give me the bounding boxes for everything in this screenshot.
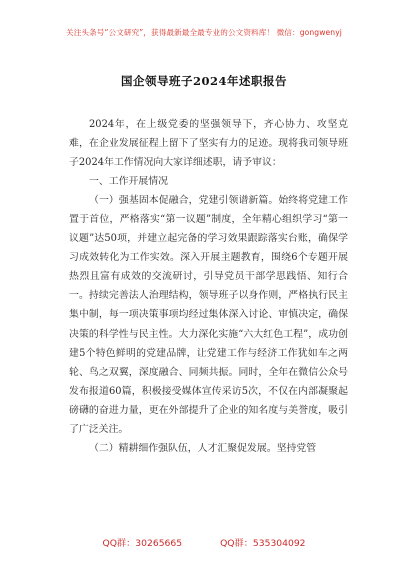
intro-paragraph: 2024年，在上级党委的坚强领导下，齐心协力、攻坚克难，在企业发展征程上留下了坚实有力的足迹。现将我司领导班子2024年工作情况向大家详细述职，请予审议： — [69, 119, 348, 169]
document-body — [69, 115, 348, 458]
section-heading: 一、工作开展情况 — [89, 176, 169, 188]
qq-group-2: QQ群：535304092 — [220, 538, 306, 549]
footer-contacts — [0, 535, 408, 549]
qq-group-1: QQ群：30265665 — [102, 538, 183, 549]
section-paragraph: （一）强基固本促融合，党建引领谱新篇。始终将党建工作置于首位，严格落实“第一议题”制度，全年精心组织学习“第一议题”达50项，并建立起完备的学习效果跟踪落实台账，确保学习成效转化为工作实效。深入开展主题教育，围绕6个专题开展热烈且富有成效的交流研讨，引导党员干部学思践悟、知行合一。持续完善法人治理结构，领导班子以身作则，严格执行民主集中制，每一项决策事项均经过集体深入讨论、审慎决定，确保决策的科学性与民主性。大力深化实施“六大红色工程”，成功创建5个特色鲜明的党建品牌，让党建工作与经济工作犹如车之两轮、鸟之双翼，深度融合、同频共振。同时，全年在微信公众号发布报道60篇，积极接受媒体宣传采访5次，不仅在内部凝聚起磅礴的奋进力量，更在外部提升了企业的知名度与美誉度，吸引了广泛关注。 — [69, 195, 348, 435]
header-banner: 关注头条号“公文研究”，获得最新最全最专业的公文资料库！ 微信：gongwenyj — [66, 28, 342, 37]
section-paragraph: （二）精耕细作强队伍，人才汇聚促发展。坚持党管 — [89, 442, 317, 454]
document-title: 国企领导班子2024年述职报告 — [120, 74, 287, 88]
